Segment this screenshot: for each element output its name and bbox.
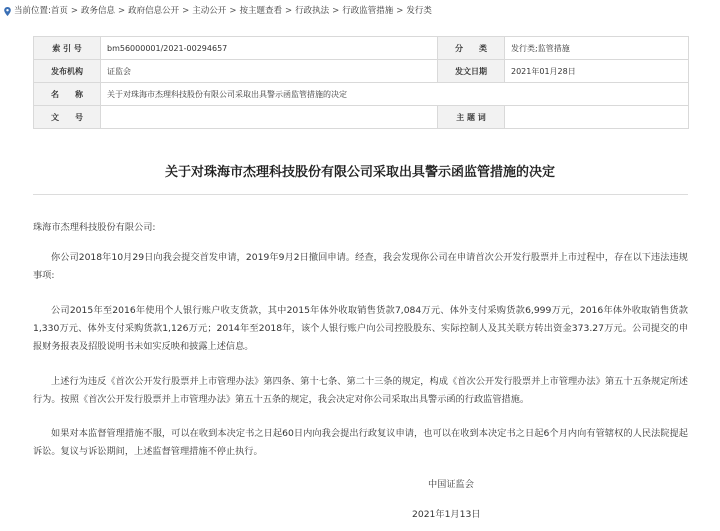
paragraph: 上述行为违反《首次公开发行股票并上市管理办法》第四条、第十七条、第二十三条的规定，构成《首次公开发行股票并上市管理办法》第五十五条规定所述行为。按照《首次公开发行股票并上市管理办法》第五十五条的规定，我会决定对你公司采取出具警示函的行政监管措施。	[33, 376, 688, 405]
breadcrumb	[4, 4, 716, 18]
signature-org: 中国证监会	[428, 479, 474, 490]
breadcrumb-home[interactable]: 首页	[50, 6, 68, 16]
breadcrumb-separator: >	[284, 6, 293, 16]
breadcrumb-label: 当前位置:	[14, 6, 51, 16]
issuer-value: 证监会	[101, 60, 438, 83]
signature-date: 2021年1月13日	[412, 509, 481, 520]
metadata-row	[34, 83, 689, 106]
title-divider	[33, 194, 688, 195]
issuer-label: 发布机构	[34, 60, 101, 83]
subject-value	[505, 106, 689, 129]
subject-label: 主 题 词	[438, 106, 505, 129]
breadcrumb-separator: >	[396, 6, 404, 16]
paragraph: 公司2015年至2016年使用个人银行账户收支货款，其中2015年体外收取销售货款7,084万元、体外支付采购货款6,999万元，2016年体外收取销售货款1,330万元、体外支付采购货款1,126万元；2014年至2018年，该个人银行账户向公司控股股东、实际控制人及其关联方转出资金373.27万元。公司提交的申报财务报表及招股说明书未如实反映和披露上述信息。	[33, 305, 688, 352]
addressee: 珠海市杰理科技股份有限公司:	[33, 222, 156, 233]
breadcrumb-gov-info[interactable]: 政务信息	[81, 6, 116, 16]
paragraph: 如果对本监督管理措施不服，可以在收到本决定书之日起60日内向我会提出行政复议申请，也可以在收到本决定书之日起6个月内向有管辖权的人民法院提起诉讼。复议与诉讼期间，上述监督管理措施不停止执行。	[33, 428, 688, 457]
document-title: 关于对珠海市杰理科技股份有限公司采取出具警示函监管措施的决定	[164, 165, 555, 180]
breadcrumb-active-disclosure[interactable]: 主动公开	[192, 6, 227, 16]
index-no-value: bm56000001/2021-00294657	[101, 37, 438, 60]
breadcrumb-enforcement[interactable]: 行政执法	[295, 6, 330, 16]
breadcrumb-separator: >	[182, 6, 190, 16]
category-label: 分 类	[438, 37, 505, 60]
metadata-table	[33, 36, 689, 129]
date-label: 发文日期	[438, 60, 505, 83]
metadata-row	[34, 37, 689, 60]
doc-no-value	[101, 106, 438, 129]
index-no-label: 索 引 号	[34, 37, 101, 60]
metadata-row	[34, 60, 689, 83]
breadcrumb-separator: >	[118, 6, 126, 16]
breadcrumb-issuance[interactable]: 发行类	[406, 6, 432, 16]
paragraph: 你公司2018年10月29日向我会提交首发申请，2019年9月2日撤回申请。经查，我会发现你公司在申请首次公开发行股票并上市过程中，存在以下违法违规事项:	[33, 252, 688, 281]
category-value: 发行类;监管措施	[505, 37, 689, 60]
date-value: 2021年01月28日	[505, 60, 689, 83]
metadata-row	[34, 106, 689, 129]
breadcrumb-by-topic[interactable]: 按主题查看	[239, 6, 282, 16]
location-pin-icon	[4, 7, 11, 16]
name-value: 关于对珠海市杰理科技股份有限公司采取出具警示函监管措施的决定	[101, 83, 689, 106]
doc-no-label: 文 号	[34, 106, 101, 129]
breadcrumb-separator: >	[332, 6, 340, 16]
breadcrumb-separator: >	[229, 6, 237, 16]
breadcrumb-info-disclosure[interactable]: 政府信息公开	[128, 6, 180, 16]
name-label: 名 称	[34, 83, 101, 106]
breadcrumb-separator: >	[70, 6, 79, 16]
breadcrumb-supervision[interactable]: 行政监管措施	[342, 6, 394, 16]
